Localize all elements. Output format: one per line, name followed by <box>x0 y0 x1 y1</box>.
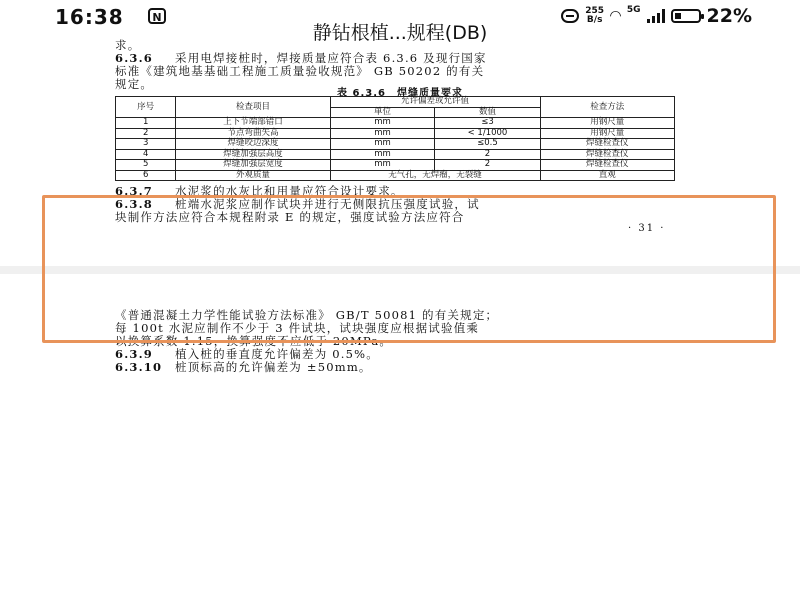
clause-text-line: 规定。 <box>115 77 154 91</box>
network-speed-unit: B/s <box>586 15 603 25</box>
clause-number: 6.3.8 <box>115 197 154 211</box>
table-row <box>116 139 675 150</box>
table-cell: mm <box>330 118 435 129</box>
table-header: 序号 <box>116 97 176 118</box>
table-row <box>116 170 675 181</box>
table-cell: 上下节端部错口 <box>176 118 330 129</box>
table-cell: mm <box>330 139 435 150</box>
clause-text-line: 以换算系数 1.15，换算强度不应低于 20MPa。 <box>115 334 393 348</box>
table-row <box>116 160 675 171</box>
clause-6-3-10 <box>115 361 675 374</box>
table-cell: mm <box>330 149 435 160</box>
clause-text: 植入桩的垂直度允许偏差为 0.5%。 <box>175 347 379 361</box>
page-number: · 31 · <box>628 223 666 234</box>
table-cell: 无气孔，无焊瘤，无裂缝 <box>330 170 540 181</box>
table-cell: 2 <box>116 128 176 139</box>
clause-number: 6.3.7 <box>115 184 154 198</box>
table-cell: ≤3 <box>435 118 540 129</box>
table-cell: mm <box>330 160 435 171</box>
clock: 16:38 <box>55 5 124 29</box>
clause-text: 桩顶标高的允许偏差为 ±50mm。 <box>175 360 372 374</box>
table-cell: 焊缝加强层宽度 <box>176 160 330 171</box>
text-selection-highlight[interactable] <box>42 195 776 343</box>
table-title: 表 6.3.6 焊缝质量要求 <box>337 88 463 99</box>
clause-text-line: 块制作方法应符合本规程附录 E 的规定，强度试验方法应符合 <box>115 210 465 224</box>
clause-text-line: 标准《建筑地基基础工程施工质量验收规范》 GB 50202 的有关 <box>115 64 485 78</box>
table-cell: 5 <box>116 160 176 171</box>
continued-text: 求。 <box>115 38 141 52</box>
table-cell: mm <box>330 128 435 139</box>
battery-percentage: 22% <box>706 5 752 27</box>
clause-number: 6.3.10 <box>115 360 163 374</box>
table-cell: 焊缝检查仪 <box>540 139 674 150</box>
table-row <box>116 118 675 129</box>
network-speed-value: 255 <box>585 6 605 16</box>
weld-quality-table <box>115 96 675 181</box>
table-cell: 节点弯曲矢高 <box>176 128 330 139</box>
table-cell: 焊缝咬边深度 <box>176 139 330 150</box>
table-cell: 外观质量 <box>176 170 330 181</box>
clause-text: 桩端水泥浆应制作试块并进行无侧限抗压强度试验，试 <box>175 197 480 211</box>
table-cell: 1 <box>116 118 176 129</box>
table-cell: 用钢尺量 <box>540 128 674 139</box>
table-cell: 焊缝检查仪 <box>540 160 674 171</box>
table-cell: 6 <box>116 170 176 181</box>
table-cell: 2 <box>435 160 540 171</box>
table-row <box>116 128 675 139</box>
table-cell: 用钢尺量 <box>540 118 674 129</box>
table-header: 检查方法 <box>540 97 674 118</box>
nfc-icon: N <box>148 8 166 24</box>
table-cell: 2 <box>435 149 540 160</box>
table-row <box>116 149 675 160</box>
clause-number: 6.3.6 <box>115 51 154 65</box>
table-header-row <box>116 97 675 108</box>
table-cell: 直观 <box>540 170 674 181</box>
table-cell: 4 <box>116 149 176 160</box>
table-cell: < 1/1000 <box>435 128 540 139</box>
table-cell: 焊缝加强层高度 <box>176 149 330 160</box>
clause-text: 采用电焊接桩时，焊接质量应符合表 6.3.6 及现行国家 <box>175 51 487 65</box>
table-cell: 焊缝检查仪 <box>540 149 674 160</box>
clause-number: 6.3.9 <box>115 347 154 361</box>
network-type: 5G <box>626 5 641 15</box>
table-cell: ≤0.5 <box>435 139 540 150</box>
table-cell: 3 <box>116 139 176 150</box>
wifi-icon: ◠ <box>610 8 621 24</box>
table-header: 检查项目 <box>176 97 330 118</box>
table-header: 单位 <box>330 107 435 118</box>
clause-text-line: 每 100t 水泥应制作不少于 3 件试块，试块强度应根据试验值乘 <box>115 321 480 335</box>
clause-text-line: 《普通混凝土力学性能试验方法标准》 GB/T 50081 的有关规定； <box>115 308 499 322</box>
clause-text: 水泥浆的水灰比和用量应符合设计要求。 <box>175 184 404 198</box>
table-header: 允许偏差或允许值 <box>330 97 540 108</box>
table-header: 数值 <box>435 107 540 118</box>
document-title[interactable]: 静钻根植...规程(DB) <box>312 22 488 44</box>
